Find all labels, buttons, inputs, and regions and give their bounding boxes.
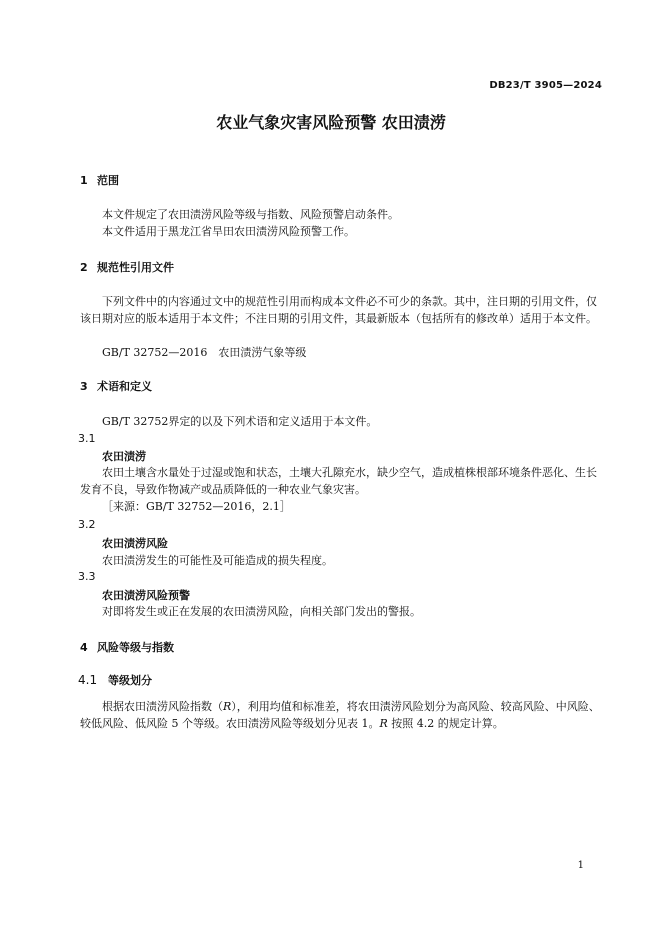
page-number: 1 [577, 860, 584, 871]
term-3-1-source: ［来源：GB/T 32752—2016，2.1］ [102, 500, 291, 513]
subsection-title: 等级划分 [108, 674, 152, 687]
risk-index-symbol: R [223, 700, 232, 713]
section-4-heading [80, 639, 174, 655]
normative-references-paragraph: 下列文件中的内容通过文中的规范性引用而构成本文件必不可少的条款。其中，注日期的引用文件，仅该日期对应的版本适用于本文件；不注日期的引用文件，其最新版本（包括所有的修改单）适用于本文件。 [80, 295, 597, 325]
scope-paragraph-1: 本文件规定了农田渍涝风险等级与指数、风险预警启动条件。 [102, 208, 399, 221]
section-number: 4 [80, 641, 88, 654]
section-title: 范围 [97, 174, 119, 187]
standard-code: DB23/T 3905—2024 [489, 80, 602, 91]
term-3-1-definition: 农田土壤含水量处于过湿或饱和状态，土壤大孔隙充水，缺少空气，造成植株根部环境条件恶化、生长发育不良，导致作物减产或品质降低的一种农业气象灾害。 [80, 466, 597, 496]
section-number: 1 [80, 174, 88, 187]
section-2-heading [80, 259, 174, 275]
term-3-1-number: 3.1 [78, 432, 96, 445]
term-3-2-number: 3.2 [78, 518, 96, 531]
scope-paragraph-2: 本文件适用于黑龙江省旱田农田渍涝风险预警工作。 [102, 225, 355, 238]
term-3-3-definition: 对即将发生或正在发展的农田渍涝风险，向相关部门发出的警报。 [102, 605, 421, 618]
section-title: 规范性引用文件 [97, 261, 174, 274]
grading-paragraph [80, 698, 600, 732]
term-3-1-name: 农田渍涝 [102, 450, 146, 463]
grading-text-part-1: 根据农田渍涝风险指数（ [102, 700, 223, 713]
term-3-3-name: 农田渍涝风险预警 [102, 589, 190, 602]
risk-index-symbol: R [379, 717, 388, 730]
section-title: 术语和定义 [97, 380, 152, 393]
reference-entry: GB/T 32752—2016 农田渍涝气象等级 [102, 346, 307, 359]
term-3-2-definition: 农田渍涝发生的可能性及可能造成的损失程度。 [102, 554, 333, 567]
subsection-4-1-heading [78, 672, 152, 688]
section-number: 2 [80, 261, 88, 274]
term-3-2-name: 农田渍涝风险 [102, 537, 168, 550]
grading-text-part-2: ），利用均值和标准差，将农田渍涝风险划分为高风险、较高风险、中风险、较低风险、低风险 5 个等级。农田渍涝风险等级划分见表 1。 [80, 700, 600, 730]
section-1-heading [80, 172, 119, 188]
subsection-number: 4.1 [78, 673, 98, 687]
term-3-3-number: 3.3 [78, 570, 96, 583]
document-title: 农业气象灾害风险预警 农田渍涝 [216, 113, 446, 132]
section-3-heading [80, 378, 152, 394]
section-number: 3 [80, 380, 88, 393]
grading-text-part-3: 按照 4.2 的规定计算。 [387, 717, 504, 730]
section-title: 风险等级与指数 [97, 641, 174, 654]
terms-intro-paragraph: GB/T 32752界定的以及下列术语和定义适用于本文件。 [102, 415, 378, 428]
